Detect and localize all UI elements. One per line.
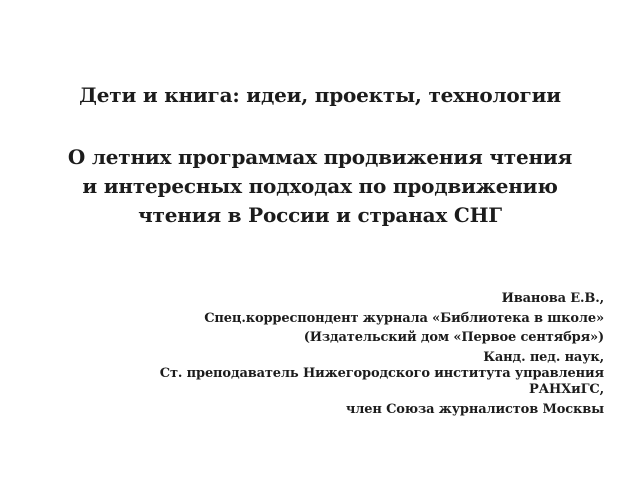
slide-subtitle [0,143,640,230]
author-institution: РАНХиГС, [528,382,604,397]
author-publisher: (Издательский дом «Первое сентября») [303,330,604,345]
author-degree: Канд. пед. наук, [483,349,604,365]
subtitle-line: и интересных подходах по продвижению [82,174,558,198]
author-name: Иванова Е.В., [501,291,604,306]
author-teaching-role: Ст. преподаватель Нижегородского института управления [159,366,604,381]
subtitle-line: О летних программах продвижения чтения [67,145,573,169]
subtitle-line: чтения в России и странах СНГ [138,203,502,227]
slide-title: Дети и книга: идеи, проекты, технологии [79,83,561,107]
author-info [44,289,604,419]
author-position: Спец.корреспондент журнала «Библиотека в школе» [204,310,604,326]
author-membership: член Союза журналистов Москвы [345,401,604,417]
